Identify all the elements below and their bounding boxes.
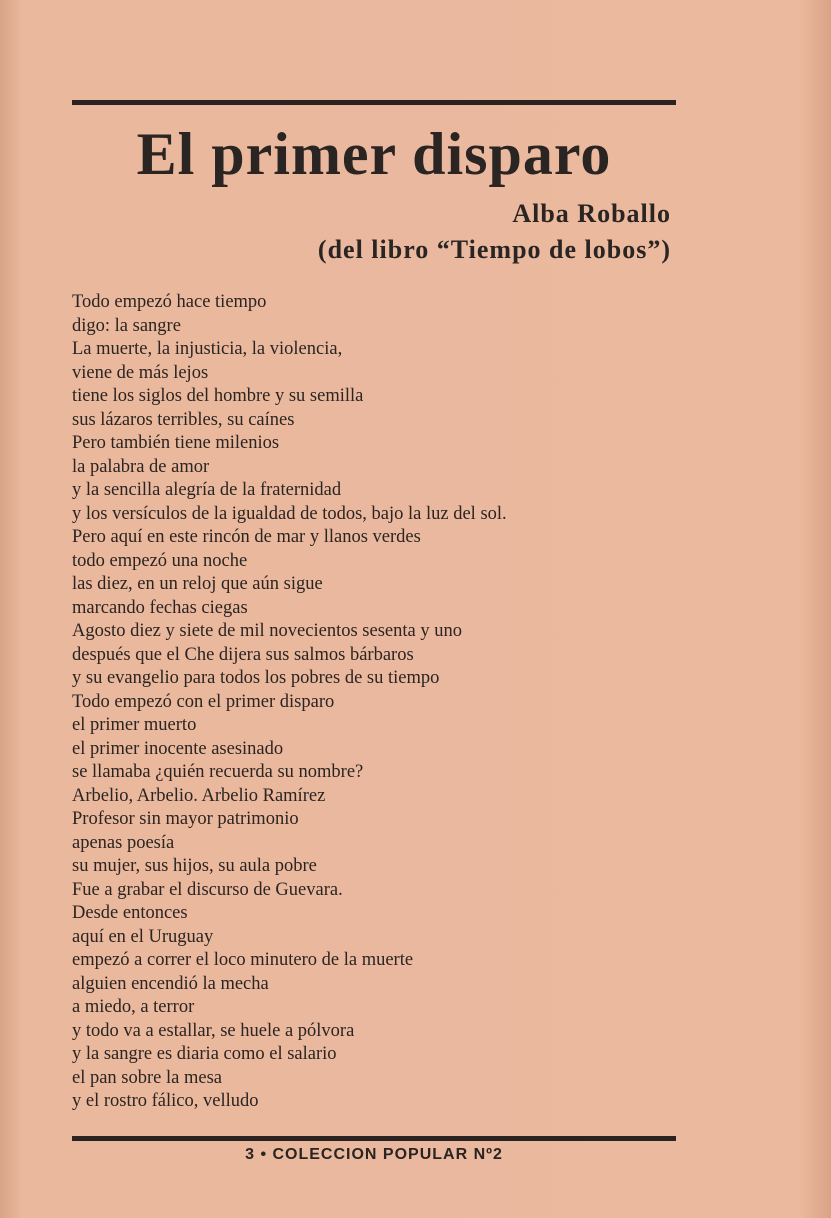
poem-line: se llamaba ¿quién recuerda su nombre? [72, 762, 364, 782]
poem-line: alguien encendió la mecha [72, 973, 269, 994]
poem-line: marcando fechas ciegas [72, 597, 248, 618]
poem-line: Pero también tiene milenios [72, 433, 280, 453]
bottom-rule [72, 1136, 676, 1141]
poem-line: Arbelio, Arbelio. Arbelio Ramírez [72, 785, 326, 806]
poem-line: viene de más lejos [72, 362, 209, 383]
poem-line: a miedo, a terror [72, 997, 195, 1017]
poem-line: Desde entonces [72, 903, 188, 923]
poem-title: El primer disparo [136, 121, 612, 187]
poem-line: después que el Che dijera sus salmos bárbaros [72, 644, 414, 665]
poem-line: sus lázaros terribles, su caínes [72, 409, 295, 430]
poem-line: y todo va a estallar, se huele a pólvora [72, 1020, 355, 1041]
poem-line: todo empezó una noche [72, 550, 248, 571]
poem-line: Todo empezó con el primer disparo [72, 691, 335, 712]
poem-line: Fue a grabar el discurso de Guevara. [72, 879, 343, 900]
poem-line: su mujer, sus hijos, su aula pobre [72, 856, 317, 876]
page-footer: 3 • COLECCION POPULAR Nº2 [245, 1146, 503, 1163]
poem-line: el primer inocente asesinado [72, 738, 284, 759]
poem-line: el pan sobre la mesa [72, 1067, 222, 1088]
poem-line: el primer muerto [72, 715, 197, 735]
poem-line: y su evangelio para todos los pobres de su tiempo [72, 668, 440, 688]
poem-line: tiene los siglos del hombre y su semilla [72, 386, 364, 406]
top-rule [72, 100, 676, 105]
poem-line: Pero aquí en este rincón de mar y llanos verdes [72, 527, 421, 547]
poem-line: y la sangre es diaria como el salario [72, 1044, 337, 1064]
poem-body [72, 291, 672, 1114]
poem-line: aquí en el Uruguay [72, 926, 214, 947]
poem-line: y la sencilla alegría de la fraternidad [72, 480, 342, 500]
poem-line: la palabra de amor [72, 456, 210, 477]
poem-line: y los versículos de la igualdad de todos, bajo la luz del sol. [72, 503, 507, 524]
poem-line: empezó a correr el loco minutero de la muerte [72, 950, 414, 970]
poem-line: Profesor sin mayor patrimonio [72, 809, 299, 829]
poem-line: apenas poesía [72, 832, 175, 853]
poem-line: las diez, en un reloj que aún sigue [72, 574, 323, 594]
poem-line: y el rostro fálico, velludo [72, 1091, 259, 1111]
poem-line: La muerte, la injusticia, la violencia, [72, 339, 343, 359]
author-name: Alba Roballo [512, 199, 671, 228]
source-note: (del libro “Tiempo de lobos”) [317, 235, 671, 264]
poem-line: Agosto diez y siete de mil novecientos sesenta y uno [72, 621, 462, 641]
poem-line: Todo empezó hace tiempo [72, 292, 267, 312]
poem-line: digo: la sangre [72, 315, 181, 336]
